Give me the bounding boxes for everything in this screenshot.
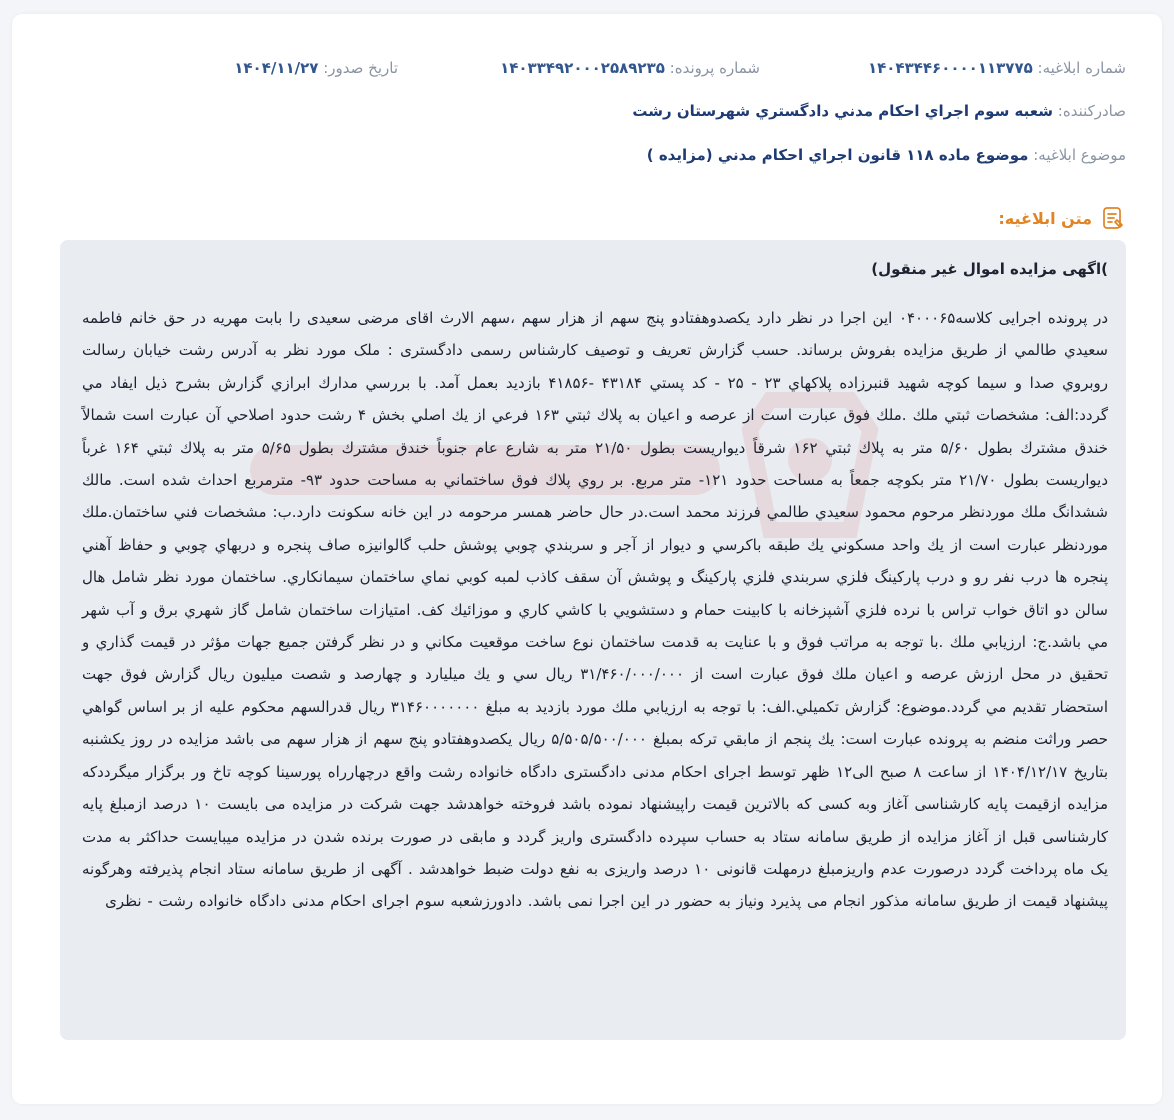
issue-date-value: ۱۴۰۴/۱۱/۲۷ — [234, 59, 319, 77]
notice-card — [12, 14, 1162, 1104]
case-number-value: ۱۴۰۳۳۴۹۲۰۰۰۲۵۸۹۲۳۵ — [500, 59, 665, 77]
case-number-field — [500, 59, 760, 77]
document-text-icon — [1100, 205, 1126, 231]
subject-value: موضوع ماده ۱۱۸ قانون اجراي احکام مدني (مزایده ) — [646, 146, 1029, 164]
issuer-label: صادرکننده: — [1057, 102, 1126, 120]
issuer-field — [48, 102, 1126, 120]
content-body: در پرونده اجرایی کلاسه۰۴۰۰۰۶۵ این اجرا در نظر دارد یکصدوهفتادو پنج سهم از هزار سهم ،سهم الارث اقای مرضی سعیدی را بابت مهریه در حق خانم فاطمه سعيدي طالمي از طریق مزایده بفروش برساند. حسب گزارش تعریف و توصیف کارشناس رسمی دادگستری : ملک مورد نظر به آدرس رشت خيابان رسالت روبروي صدا و سيما كوچه شهيد قنبرزاده پلاكهاي ۲۳ - ۲۵ - كد پستي ۴۳۱۸۴ -۴۱۸۵۶ بازديد بعمل آمد. با بررسي مدارك ابرازي گزارش بشرح ذيل ايفاد مي گردد:الف: مشخصات ثبتي ملك .ملك فوق عبارت است از عرصه و اعيان به پلاك ثبتي ۱۶۳ فرعي از يك اصلي بخش ۴ رشت حدود اصلاحي آن عبارت است شمالاً خندق مشترك بطول ۵/۶۰ متر به پلاك ثبتي ۱۶۲ شرقاً ديواريست بطول ۲۱/۵۰ متر به شارع عام جنوباً خندق مشترك بطول ۵/۶۵ متر به پلاك ثبتي ۱۶۴ غرباً ديواريست بطول ۲۱/۷۰ متر بكوچه جمعاً به مساحت حدود ۱۲۱- متر مربع. بر روي پلاك فوق ساختماني به مساحت حدود ۹۳- مترمربع احداث شده است. مالك ششدانگ ملك موردنظر مرحوم محمود سعيدي طالمي فرزند محمد است.در حال حاضر همسر مرحومه در اين خانه سكونت دارد.ب: مشخصات فني ساختمان.ملك موردنظر عبارت است از يك واحد مسكوني يك طبقه باكرسي و ديوار از آجر و سربندي چوبي پوشش حلب گالوانيزه صاف پنجره و دربهاي چوبي و حفاظ آهني پنجره ها درب نفر رو و درب پاركينگ فلزي سربندي فلزي پاركينگ و پوشش آن سقف كاذب لمبه كوبي نماي ساختمان سيمانكاري. ساختمان مورد نظر شامل هال سالن دو اتاق خواب تراس با نرده فلزي آشپزخانه با كابينت حمام و دستشويي با كاشي كاري و موزائيك كف. امتيازات ساختمان شامل گاز شهري برق و آب شهر مي باشد.ج: ارزيابي ملك .با توجه به مراتب فوق و با عنايت به قدمت ساختمان نوع ساخت موقعيت مكاني و در نظر گرفتن جميع جهات مؤثر در قيمت گذاري و تحقيق در محل ارزش عرصه و اعيان ملك فوق عبارت است از ۳۱/۴۶۰/۰۰۰/۰۰۰ ريال سي و يك ميليارد و چهارصد و شصت ميليون ريال گزارش فوق جهت استحضار تقديم مي گردد.موضوع: گزارش تكميلي.الف: با توجه به ارزيابي ملك مورد بازديد به مبلغ ۳۱۴۶۰۰۰۰۰۰۰ ريال قدرالسهم محكوم عليه از بر اساس گواهي حصر وراثت منضم به پرونده عبارت است: يك پنجم از مابقي تركه بمبلغ ۵/۵۰۵/۵۰۰/۰۰۰ ريال یکصدوهفتادو پنج سهم از هزار سهم می باشد مزایده در روز یکشنبه بتاریخ ۱۴۰۴/۱۲/۱۷ از ساعت ۸ صبح الی۱۲ ظهر توسط اجرای احکام مدنی دادگستری دادگاه خانواده رشت واقع درچهارراه پورسینا کوچه تاخ ور برگزار میگرددکه مزایده ازقیمت پایه کارشناسی آغاز وبه کسی که بالاترین قیمت راپیشنهاد نموده باشد فروخته خواهدشد جهت شرکت در مزایده می بایست ۱۰ درصد ازمبلغ پایه کارشناسی قبل از آغاز مزایده از طریق سامانه ستاد به حساب سپرده دادگستری واریز گردد و مابقی در صورت برنده شدن در مزایده میبایست حداکثر به مدت یک ماه پرداخت گردد درصورت عدم واریزمبلغ درمهلت قانونی ۱۰ درصد واریزی به نفع دولت ضبط خواهدشد . آگهی از طریق سامانه ستاد انجام پذیرفته وهرگونه پیشنهاد قیمت از طریق سامانه مذکور انجام می پذیرد ونیاز به حضور در این اجرا نمی باشد. دادورزشعبه سوم اجرای احکام مدنی دادگاه خانواده رشت - نظری — [82, 309, 1109, 911]
notice-number-label: شماره ابلاغیه: — [1037, 59, 1126, 77]
notice-meta-row — [48, 59, 1126, 83]
issue-date-label: تاریخ صدور: — [323, 59, 398, 77]
subject-label: موضوع ابلاغیه: — [1033, 146, 1126, 164]
case-number-label: شماره پرونده: — [669, 59, 760, 77]
notice-number-value: ۱۴۰۴۳۴۴۶۰۰۰۰۱۱۳۷۷۵ — [867, 59, 1033, 77]
notice-content-box — [60, 240, 1126, 1040]
subject-field — [48, 146, 1126, 164]
notice-number-field — [868, 59, 1126, 77]
issue-date-field — [234, 59, 398, 77]
issuer-value: شعبه سوم اجراي احکام مدني دادگستري شهرستان رشت — [632, 102, 1053, 120]
section-title — [998, 204, 1126, 232]
section-title-label: متن ابلاغیه: — [998, 208, 1092, 228]
content-heading: )اگهی مزایده اموال غیر منقول) — [871, 260, 1108, 278]
